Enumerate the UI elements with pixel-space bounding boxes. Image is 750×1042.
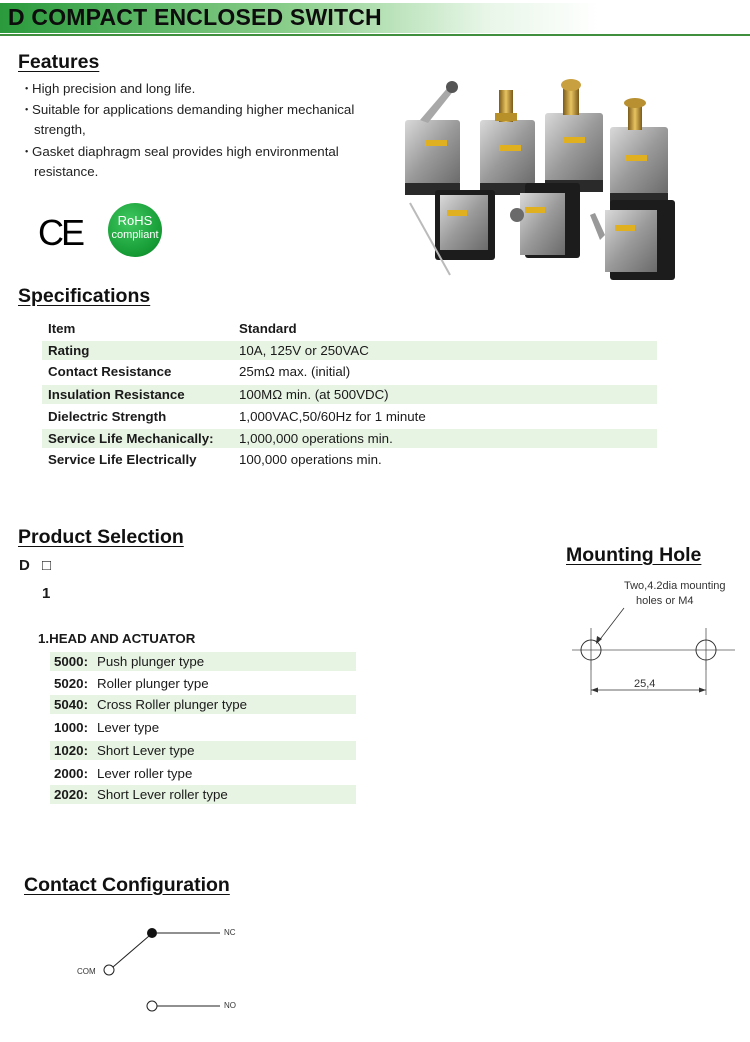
feature-item-continuation: resistance.	[34, 164, 99, 179]
nc-label: NC	[224, 928, 236, 937]
model-code-prefix: D	[19, 557, 30, 574]
rohs-compliant-badge: RoHS compliant	[108, 203, 162, 257]
table-row: Contact Resistance 25mΩ max. (initial)	[48, 364, 351, 379]
model-code	[19, 557, 51, 574]
feature-item: ・Suitable for applications demanding higher mechanical	[20, 102, 355, 117]
switch-long-lever-image	[410, 190, 495, 275]
switch-cross-roller-image	[610, 98, 668, 205]
model-code-box: □	[42, 557, 52, 574]
list-item: 5000: Push plunger type	[50, 652, 356, 671]
spec-header-row	[42, 319, 657, 338]
list-item: 1000: Lever type	[54, 720, 160, 735]
mounting-hole-note: Two,4.2dia mounting	[624, 580, 726, 592]
ce-mark-logo: CE	[38, 212, 83, 253]
list-item: 5040: Cross Roller plunger type	[50, 695, 356, 714]
model-code-position: 1	[42, 585, 51, 602]
switch-plunger-image	[480, 90, 535, 195]
table-row: Rating 10A, 125V or 250VAC	[42, 341, 657, 360]
no-terminal	[147, 1001, 157, 1011]
spec-header-standard: Standard	[239, 321, 297, 336]
list-item: 5020: Roller plunger type	[54, 676, 209, 691]
feature-item: ・High precision and long life.	[20, 81, 196, 96]
feature-item: ・Gasket diaphragm seal provides high environmental	[20, 144, 339, 159]
page-header	[0, 0, 750, 37]
list-item: 1020: Short Lever type	[50, 741, 356, 760]
com-label: COM	[77, 967, 96, 976]
leader-line	[598, 608, 624, 642]
switch-short-lever-image	[590, 200, 675, 280]
product-selection-title: Product Selection	[18, 526, 184, 548]
spec-header-item: Item	[48, 321, 76, 336]
switch-lever-image	[405, 81, 460, 195]
page-title: D COMPACT ENCLOSED SWITCH	[8, 4, 382, 30]
specifications-title: Specifications	[18, 285, 151, 307]
mounting-hole-title: Mounting Hole	[566, 544, 702, 566]
product-photo	[395, 75, 740, 290]
header-rule	[0, 34, 750, 36]
feature-item-continuation: strength,	[34, 122, 86, 137]
mounting-dimension-label: 25,4	[634, 678, 656, 690]
table-row: Insulation Resistance 100MΩ min. (at 500VDC)	[42, 385, 657, 404]
list-item: 2020: Short Lever roller type	[50, 785, 356, 804]
table-row: Service Life Mechanically: 1,000,000 operations min.	[42, 429, 657, 448]
mounting-hole-note: holes or M4	[636, 595, 694, 607]
contact-configuration-title: Contact Configuration	[24, 874, 230, 896]
head-actuator-title: 1.HEAD AND ACTUATOR	[38, 631, 196, 646]
com-terminal	[104, 965, 114, 975]
common-contact-arm	[113, 936, 149, 967]
features-title: Features	[18, 51, 100, 73]
contact-diagram	[95, 918, 235, 1018]
list-item: 2000: Lever roller type	[54, 766, 193, 781]
table-row: Service Life Electrically 100,000 operations min.	[48, 452, 382, 467]
switch-roller-lever-image	[510, 183, 580, 258]
table-row: Dielectric Strength 1,000VAC,50/60Hz for 1 minute	[48, 409, 426, 424]
switch-roller-plunger-image	[545, 79, 603, 192]
no-label: NO	[224, 1001, 236, 1010]
